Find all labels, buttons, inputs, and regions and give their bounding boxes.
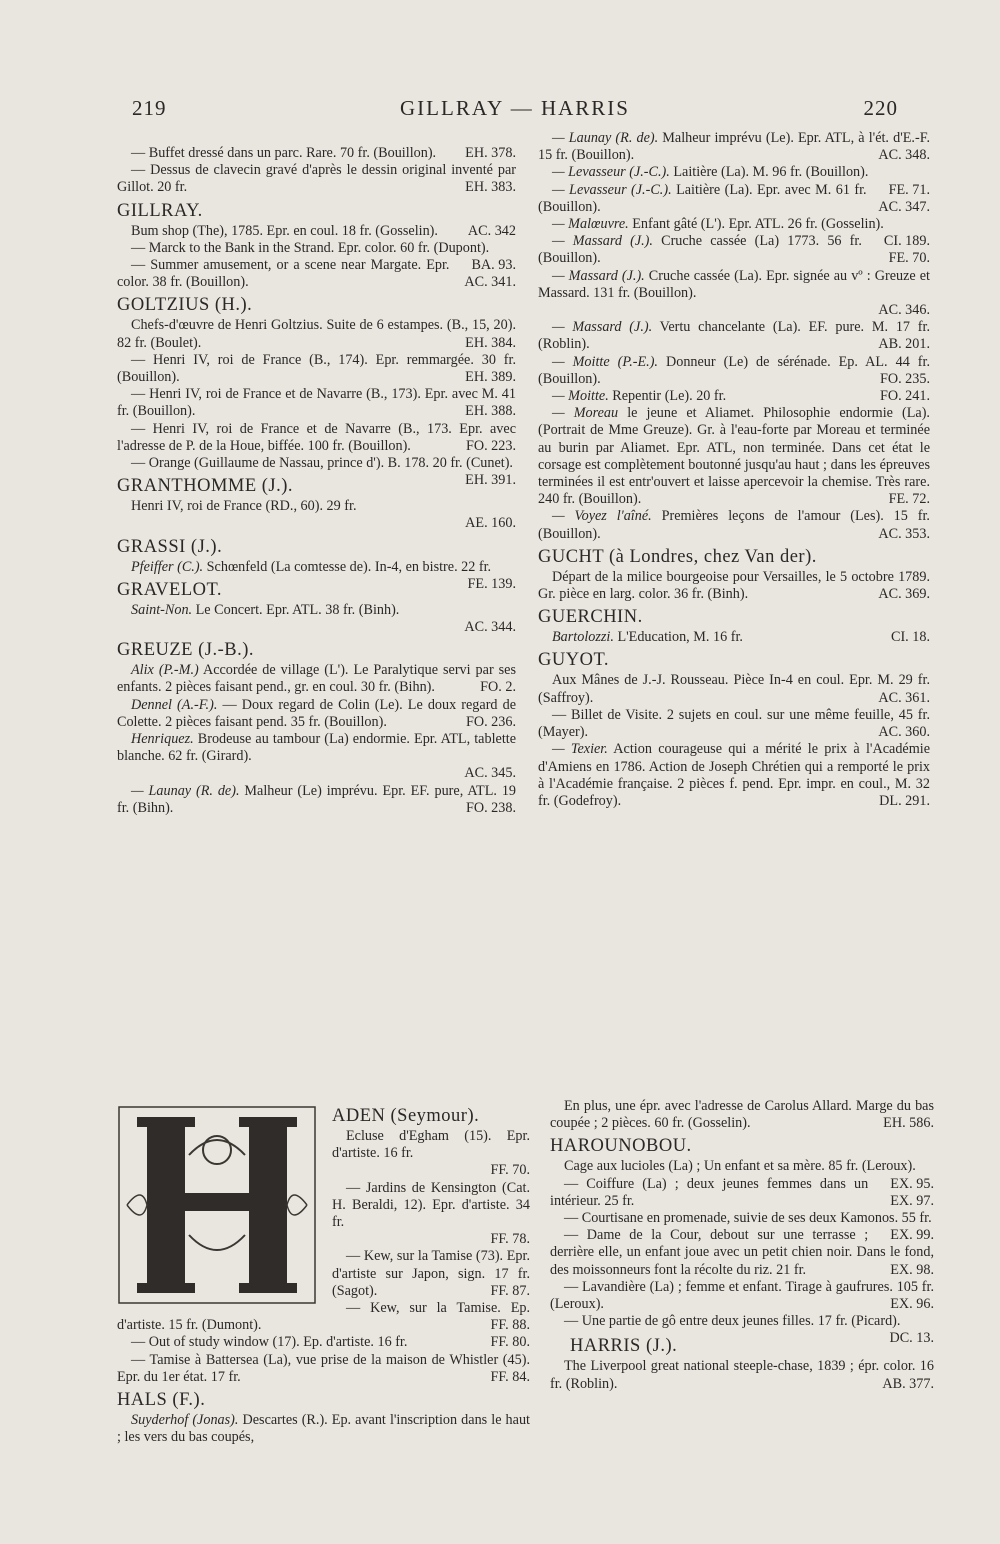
heading-harounobou: HAROUNOBOU. [550,1136,692,1157]
heading-gucht: GUCHT (à Londres, chez Van der). [538,546,817,567]
entry: — Moitte. Repentir (Le). 20 fr. FO. 241. [552,388,930,405]
heading-haden: ADEN (Seymour). [332,1106,480,1126]
entry: — Henri IV, roi de France (B., 174). Epr. remmargée. 30 fr. (Bouillon). EH. 389. [117,351,516,386]
entry: — Moreau le jeune et Aliamet. Philosophie endormie (La). (Portrait de Mme Greuze). Gr. à l'eau-forte par Moreau et terminée au burin par Aliamet. Epr. ATL, non terminée. Dans cet état le corsage est complètement boutonné jusqu'au haut ; dans les épreuves terminées il est entr'ouvert et laisse apercevoir la chemise. Très rare. 240 fr. (Bouillon). FE. 72. [538,405,930,508]
entry: — Courtisane en promenade, suivie de ses deux Kamonos. 55 fr. EX. 99. [564,1210,934,1244]
entry: Départ de la milice bourgeoise pour Versailles, le 5 octobre 1789. Gr. pièce en larg. color. 36 fr. (Binh). AC. 369. [538,568,930,603]
header-title: GILLRAY — HARRIS [400,96,630,120]
heading-hals: HALS (F.). [117,1390,206,1411]
entry: Alix (P.-M.) Accordée de village (L'). Le Paralytique servi par ses enfants. 2 pièces faisant pend., gr. en coul. 30 fr. (Bihn). FO. 2. [117,662,516,696]
entry: Bartolozzi. L'Education, M. 16 fr. CI. 18. [552,629,930,646]
entry: — Kew, sur la Tamise (73). Epr. d'artiste sur Japon, sign. 17 fr. (Sagot). FF. 87. [332,1248,530,1299]
entry: — Launay (R. de). Malheur (Le) imprévu. Epr. EF. pure, ATL. 19 fr. (Bihn). FO. 238. [117,782,517,816]
entry: — Levasseur (J.-C.). Laitière (La). M. 96 fr. (Bouillon). FE. 71. [552,164,930,198]
entry: Cage aux lucioles (La) ; Un enfant et sa mère. 85 fr. (Leroux). EX. 95. [564,1158,934,1192]
entry: — Voyez l'aîné. Premières leçons de l'amour (Les). 15 fr. (Bouillon). AC. 353. [538,508,930,542]
heading-goltzius: GOLTZIUS (H.). [117,295,253,316]
entry: — Texier. Action courageuse qui a mérité le prix à l'Académie d'Amiens en 1786. Action de Joseph Chrétien qui a remporté le prix à l'Académie française. 2 pièces f. pend. Epr. impr. en coul., M. 32 fr. (Godefroy). DL. 291. [538,741,930,809]
heading-grassi: GRASSI (J.). [117,536,223,557]
entry: Saint-Non. Le Concert. Epr. ATL. 38 fr. (Binh). AC. 344. [131,601,516,636]
entry: — Buffet dressé dans un parc. Rare. 70 fr. (Bouillon). EH. 378. [131,145,516,161]
entry: En plus, une épr. avec l'adresse de Carolus Allard. Marge du bas coupée ; 2 pièces. 60 fr. (Gosselin). EH. 586. [550,1098,934,1132]
column-right-bottom [550,1098,934,1393]
entry: Henri IV, roi de France (RD., 60). 29 fr. AE. 160. [131,498,516,532]
entry: — Billet de Visite. 2 sujets en coul. sur une même feuille, 45 fr. (Mayer). AC. 360. [538,706,930,741]
page-number-right: 220 [863,96,898,120]
entry: — Orange (Guillaume de Nassau, prince d'). B. 178. 20 fr. (Cunet). EH. 391. [131,455,516,489]
heading-guyot: GUYOT. [538,650,609,671]
drop-cap-letter-h-icon [117,1105,332,1305]
entry: — Dessus de clavecin gravé d'après le dessin original inventé par Gillot. 20 fr. EH. 383. [117,162,516,196]
entry: — Coiffure (La) ; deux jeunes femmes dans un intérieur. 25 fr. EX. 97. [550,1175,934,1209]
entry: — Marck to the Bank in the Strand. Epr. color. 60 fr. (Dupont). BA. 93. [131,239,516,274]
entry: — Massard (J.). Cruche cassée (La). Epr. signée au vº : Greuze et Massard. 131 fr. (Bouillon). AC. 346. [538,267,931,319]
entry: — Lavandière (La) ; femme et enfant. Tirage à gaufrures. 105 fr. (Leroux). EX. 96. [550,1278,934,1313]
entry: Chefs-d'œuvre de Henri Goltzius. Suite de 6 estampes. (B., 15, 20). 82 fr. (Boulet). EH. 384. [117,317,516,351]
heading-gillray: GILLRAY. [117,200,203,221]
entry: — Levasseur (J.-C.). Laitière (La). Epr. avec M. 61 fr. (Bouillon). AC. 347. [538,181,930,215]
entry: — Une partie de gô entre deux jeunes filles. 17 fr. (Picard). DC. 13. [564,1313,934,1347]
entry: — Henri IV, roi de France et de Navarre (B., 173). Epr. avec M. 41 fr. (Bouillon). EH. 388. [117,386,516,420]
entry: — Out of study window (17). Ep. d'artiste. 16 fr. FF. 80. [131,1334,530,1351]
entry: Ecluse d'Egham (15). Epr. d'artiste. 16 fr. FF. 70. [332,1128,530,1179]
page-number-left: 219 [132,96,167,120]
entry: — Jardins de Kensington (Cat. H. Beraldi, 12). Epr. d'artiste. 34 fr. FF. 78. [332,1179,530,1248]
entry: — Summer amusement, or a scene near Margate. Epr. color. 38 fr. (Bouillon). AC. 341. [117,257,516,291]
heading-harris: HARRIS (J.). [570,1336,678,1357]
entry: — Tamise à Battersea (La), vue prise de la maison de Whistler (45). Epr. du 1er état. 17 fr. FF. 84. [117,1351,530,1385]
entry: — Massard (J.). Cruche cassée (La) 1773. 56 fr. (Bouillon). FE. 70. [538,233,930,267]
heading-greuze: GREUZE (J.-B.). [117,640,254,661]
entry: — Dame de la Cour, debout sur une terrasse ; derrière elle, un enfant joue avec un petit chien noir. Dans le fond, des moissonneurs font la récolte du riz. 21 fr. EX. 98. [550,1227,934,1278]
entry: — Launay (R. de). Malheur imprévu (Le). Epr. ATL, à l'ét. d'E.-F. 15 fr. (Bouillon). AC. 348. [538,130,930,164]
entry: Aux Mânes de J.-J. Rousseau. Pièce In-4 en coul. Epr. M. 29 fr. (Saffroy). AC. 361. [538,672,930,706]
column-left-bottom [117,1105,530,1446]
column-left-top [117,145,516,817]
entry: Suyderhof (Jonas). Descartes (R.). Ep. avant l'inscription dans le haut ; les vers du bas coupés, [117,1412,530,1446]
entry: — Malœuvre. Enfant gâté (L'). Epr. ATL. 26 fr. (Gosselin). CI. 189. [552,216,930,250]
entry: Henriquez. Brodeuse au tambour (La) endormie. Epr. ATL, tablette blanche. 62 fr. (Girard). AC. 345. [117,731,516,782]
heading-guerchin: GUERCHIN. [538,607,643,628]
entry: The Liverpool great national steeple-chase, 1839 ; épr. color. 16 fr. (Roblin). AB. 377. [550,1358,934,1392]
entry: — Kew, sur la Tamise. Ep. d'artiste. 15 fr. (Dumont). FF. 88. [117,1300,530,1334]
running-header [132,96,898,124]
entry: — Henri IV, roi de France et de Navarre (B., 173. Epr. avec l'adresse de P. de la Houe, biffée. 100 fr. (Bouillon). FO. 223. [117,420,516,454]
entry: Bum shop (The), 1785. Epr. en coul. 18 fr. (Gosselin). AC. 342 [131,222,516,239]
entry: Dennel (A.-F.). — Doux regard de Colin (Le). Le doux regard de Colette. 2 pièces faisant pend. 35 fr. (Bouillon). FO. 236. [117,696,516,730]
entry: — Moitte (P.-E.). Donneur (Le) de sérénade. Ep. AL. 44 fr. (Bouillon). FO. 235. [538,353,931,387]
heading-gravelot: GRAVELOT. [117,579,223,600]
heading-granthomme: GRANTHOMME (J.). [117,476,294,497]
entry: Pfeiffer (C.). Schœnfeld (La comtesse de). In-4, en bistre. 22 fr. FE. 139. [131,558,516,592]
entry: — Massard (J.). Vertu chancelante (La). EF. pure. M. 17 fr. (Roblin). AB. 201. [538,319,930,353]
column-right-top [538,130,930,810]
